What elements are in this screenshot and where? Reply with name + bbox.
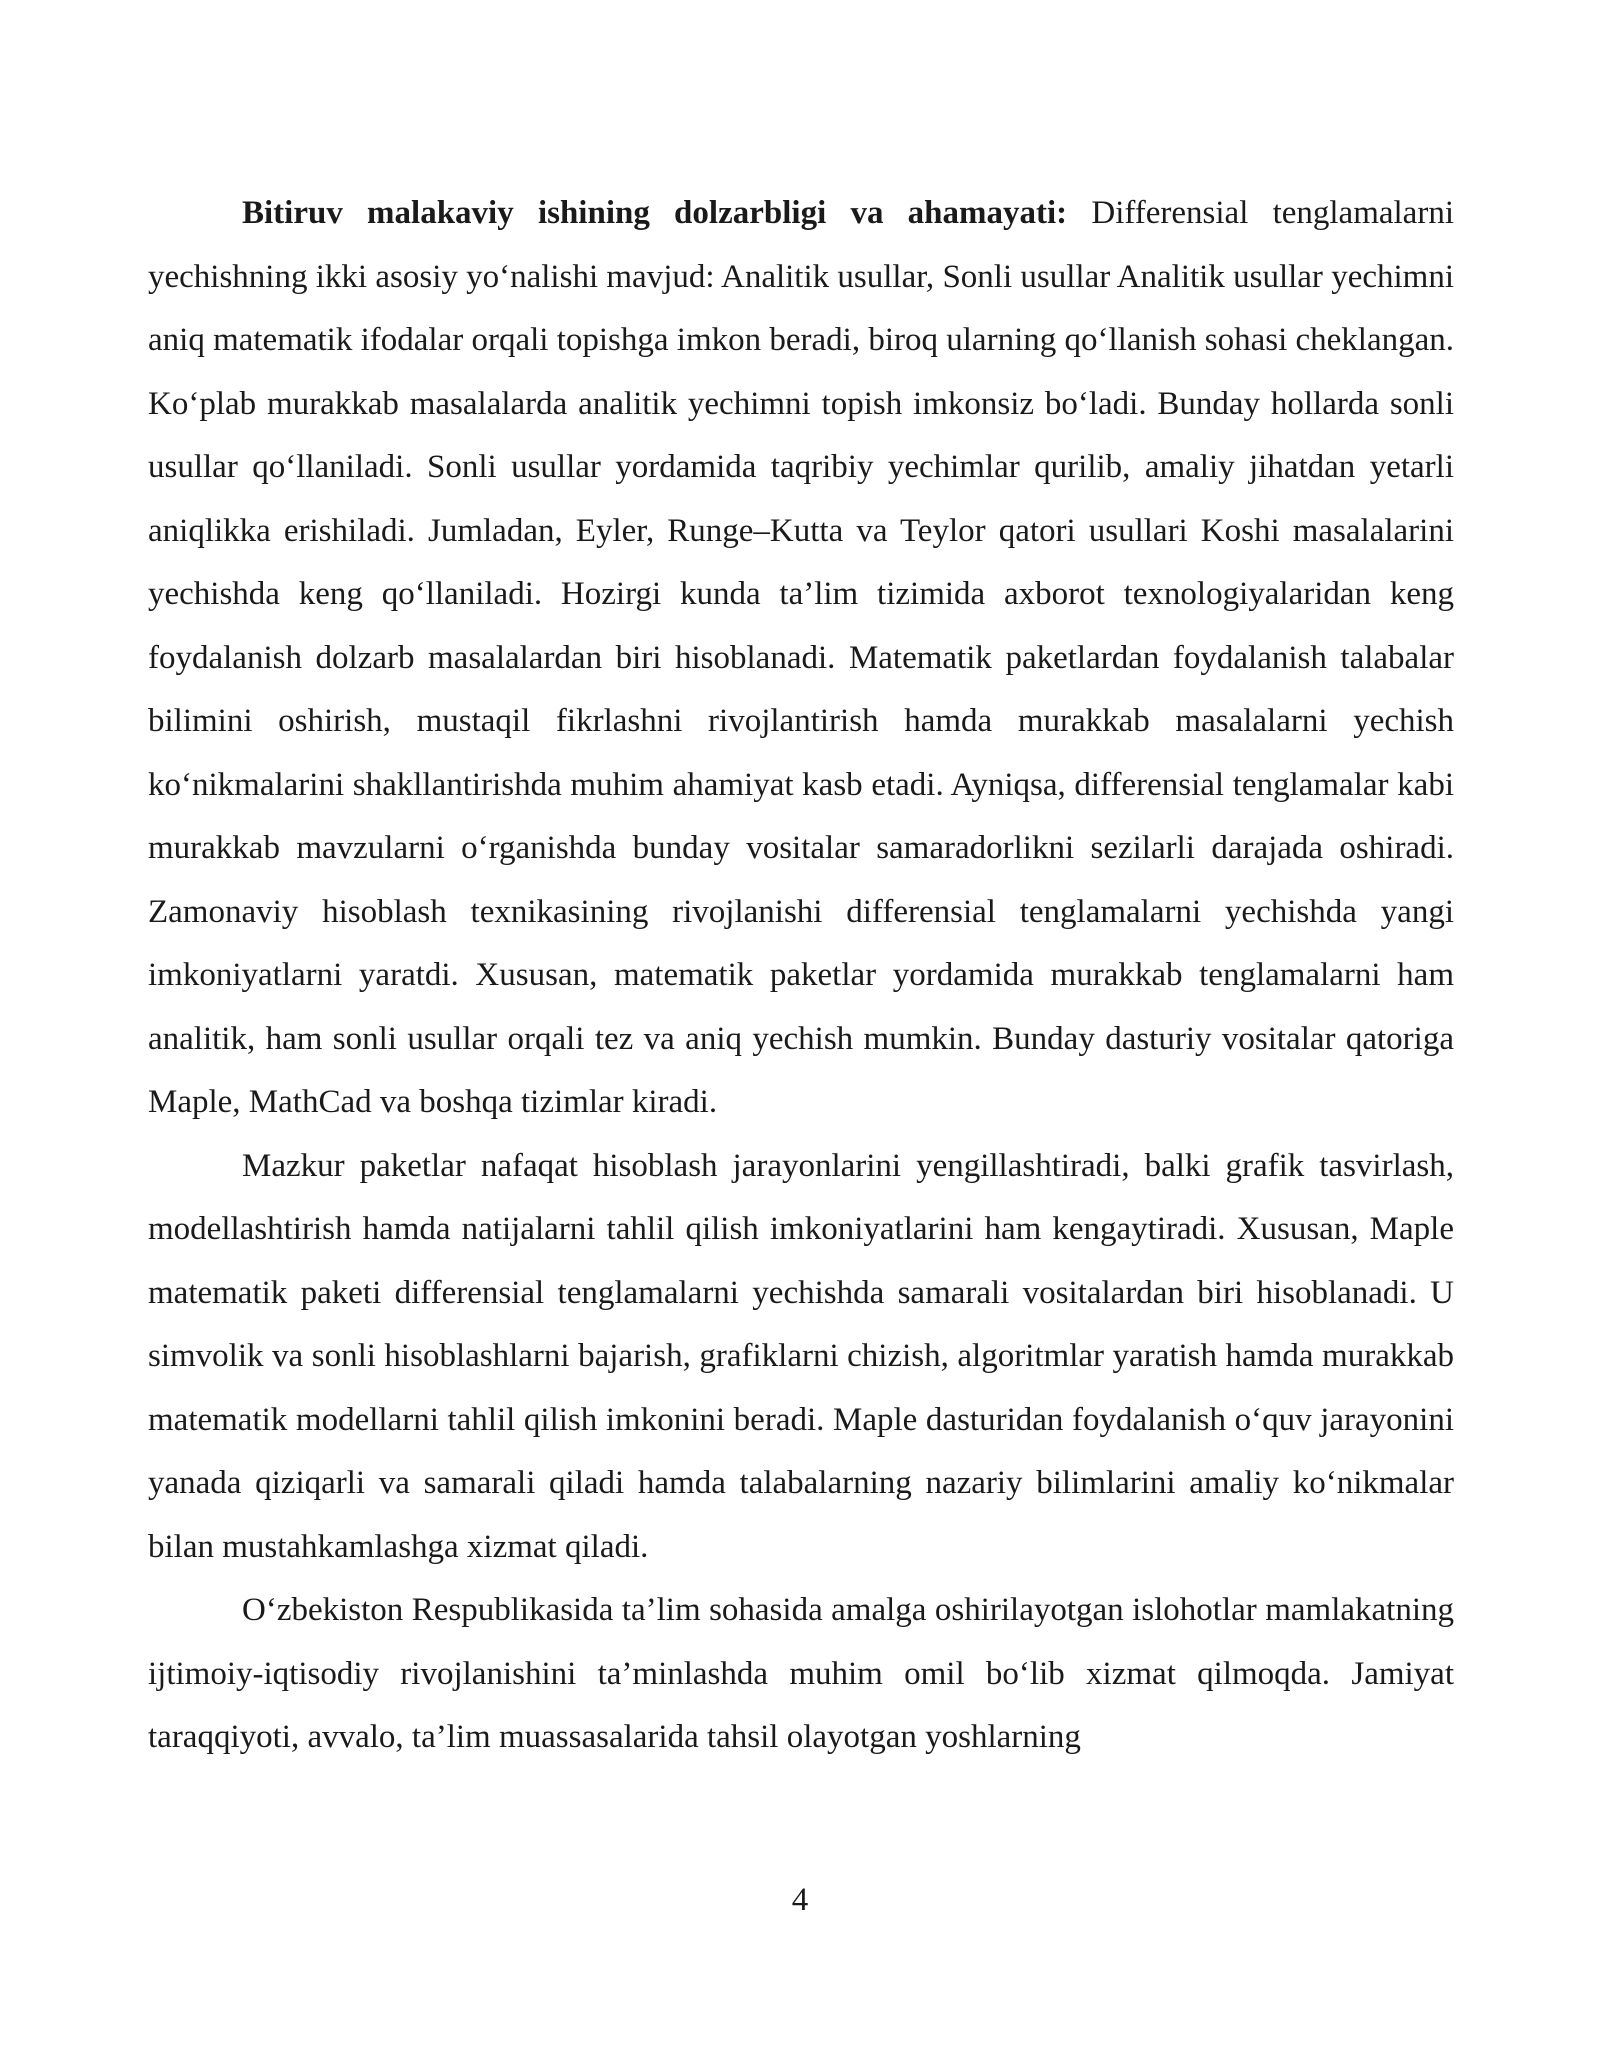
paragraph-relevance: [148, 182, 1454, 1135]
paragraph-lead-heading: Bitiruv malakaviy ishining dolzarbligi va ahamayati:: [242, 195, 1068, 231]
paragraph-text: Differensial tenglamalarni yechishning ikki asosiy yo‘nalishi mavjud: Analitik usullar, Sonli usullar Analitik usullar yechimni aniq matematik ifodalar orqali topishga imkon beradi, biroq ularning qo‘llanish sohasi cheklangan. Ko‘plab murakkab masalalarda analitik yechimni topish imkonsiz bo‘ladi. Bunday hollarda sonli usullar qo‘llaniladi. Sonli usullar yordamida taqribiy yechimlar qurilib, amaliy jihatdan yetarli aniqlikka erishiladi. Jumladan, Eyler, Runge–Kutta va Teylor qatori usullari Koshi masalalarini yechishda keng qo‘llaniladi. Hozirgi kunda ta’lim tizimida axborot texnologiyalaridan keng foydalanish dolzarb masalalardan biri hisoblanadi. Matematik paketlardan foydalanish talabalar bilimini oshirish, mustaqil fikrlashni rivojlantirish hamda murakkab masalalarni yechish ko‘nikmalarini shakllantirishda muhim ahamiyat kasb etadi. Ayniqsa, differensial tenglamalar kabi murakkab mavzularni o‘rganishda bunday vositalar samaradorlikni sezilarli darajada oshiradi. Zamonaviy hisoblash texnikasining rivojlanishi differensial tenglamalarni yechishda yangi imkoniyatlarni yaratdi. Xususan, matematik paketlar yordamida murakkab tenglamalarni ham analitik, ham sonli usullar orqali tez va aniq yechish mumkin. Bunday dasturiy vositalar qatoriga Maple, MathCad va boshqa tizimlar kiradi.: [148, 195, 1454, 1120]
page-number: 4: [791, 1882, 809, 1918]
paragraph-education-reforms: [148, 1579, 1454, 1770]
paragraph-maple-packages: [148, 1135, 1454, 1580]
paragraph-text: O‘zbekiston Respublikasida ta’lim sohasida amalga oshirilayotgan islohotlar mamlakatning ijtimoiy-iqtisodiy rivojlanishini ta’minlashda muhim omil bo‘lib xizmat qilmoqda. Jamiyat taraqqiyoti, avvalo, ta’lim muassasalarida tahsil olayotgan yoshlarning: [148, 1592, 1454, 1755]
document-body: [148, 182, 1454, 1770]
paragraph-text: Mazkur paketlar nafaqat hisoblash jarayonlarini yengillashtiradi, balki grafik tasvirlash, modellashtirish hamda natijalarni tahlil qilish imkoniyatlarini ham kengaytiradi. Xususan, Maple matematik paketi differensial tenglamalarni yechishda samarali vositalardan biri hisoblanadi. U simvolik va sonli hisoblashlarni bajarish, grafiklarni chizish, algoritmlar yaratish hamda murakkab matematik modellarni tahlil qilish imkonini beradi. Maple dasturidan foydalanish o‘quv jarayonini yanada qiziqarli va samarali qiladi hamda talabalarning nazariy bilimlarini amaliy ko‘nikmalar bilan mustahkamlashga xizmat qiladi.: [148, 1147, 1454, 1565]
